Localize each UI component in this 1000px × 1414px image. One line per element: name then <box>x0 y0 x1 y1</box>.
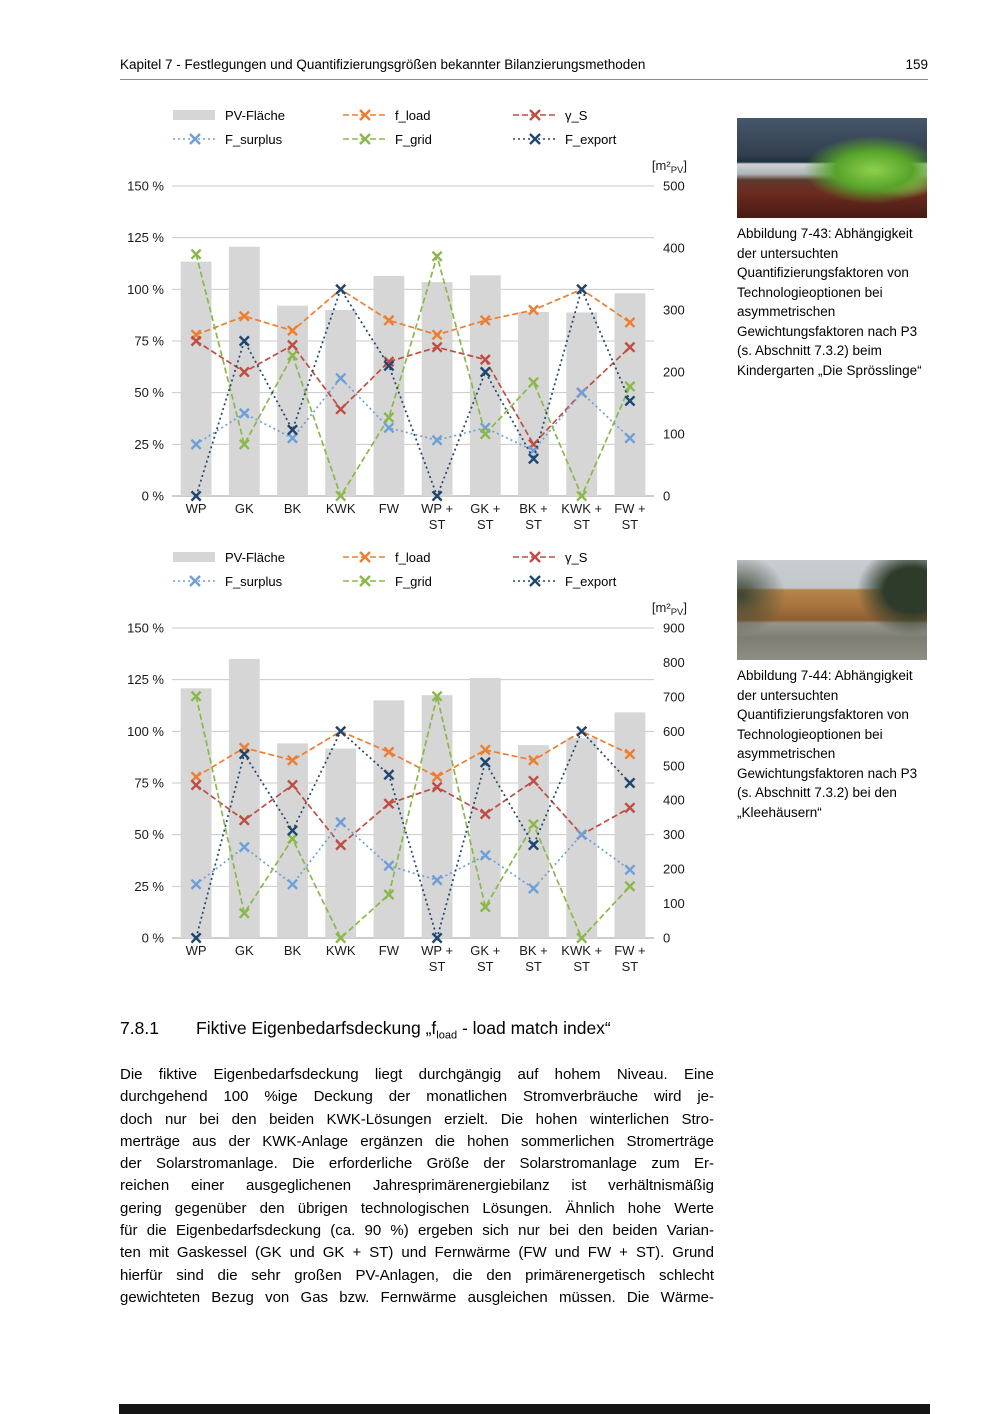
body-text-line: gewichteten Bezug von Gas bzw. Fernwärme ausgleichen müssen. Die Wärme- <box>120 1288 714 1306</box>
body-text-line: doch nur bei den beiden KWK-Lösungen erzielt. Die hohen winterlichen Stro- <box>120 1110 714 1128</box>
section-number: 7.8.1 <box>120 1018 159 1038</box>
figure-7-44-caption: Abbildung 7-44: Abhängigkeit der untersuchten Quantifizierungsfaktoren von Technologieoptionen bei asymmetrischen Gewichtungsfaktoren nach P3 (s. Abschnitt 7.3.2) bei den „Kleehäusern“ <box>737 668 918 820</box>
y-axis-left-label: 125 % <box>127 230 164 246</box>
y-axis-left-label: 100 % <box>127 723 164 739</box>
legend-item-F_surplus <box>172 128 342 150</box>
x-category-label: GK + ST <box>470 943 501 974</box>
legend-line-marker-icon <box>512 132 558 146</box>
bar-WP <box>181 688 212 938</box>
bar-GK +ST <box>470 275 501 496</box>
legend-item-F_export <box>512 128 672 150</box>
y-axis-right-label: 100 <box>663 896 685 912</box>
body-text-line: hierfür sind die sehr großen PV-Anlagen, die den primärenergetisch schlecht <box>120 1266 714 1284</box>
x-category-label: WP <box>185 501 207 516</box>
header-chapter-title: Kapitel 7 - Festlegungen und Quantifizierungsgrößen bekannter Bilanzierungsmethoden <box>120 57 646 72</box>
legend-item-PV-Fläche <box>172 104 342 126</box>
legend-line-marker-icon <box>172 574 218 588</box>
figure-7-43-photo <box>737 118 927 218</box>
section-title-subscript: load <box>436 1029 458 1042</box>
body-text-line: der Solarstromanlage. Die erforderliche Größe der Solarstromanlage zum Er- <box>120 1155 714 1173</box>
chart-legend <box>172 104 702 154</box>
y-axis-left-label: 100 % <box>127 281 164 297</box>
y-axis-right-label: 900 <box>663 620 685 636</box>
bar-BK <box>277 743 308 938</box>
legend-line-marker-icon <box>342 108 388 122</box>
y-axis-left-label: 150 % <box>127 178 164 194</box>
bar-BK <box>277 306 308 496</box>
chart-section-7-43 <box>120 104 702 546</box>
legend-item-F_surplus <box>172 570 342 592</box>
y-axis-right-label: 300 <box>663 302 685 318</box>
legend-item-F_export <box>512 570 672 592</box>
legend-label: F_surplus <box>225 573 283 589</box>
legend-bar-swatch-icon <box>172 550 218 564</box>
legend-item-PV-Fläche <box>172 546 342 568</box>
section-heading <box>120 1018 611 1042</box>
chart-section-7-44 <box>120 546 702 988</box>
legend-item-F_grid <box>342 570 512 592</box>
body-text-line: für die Eigenbedarfsdeckung (ca. 90 %) ergeben sich nur bei den beiden Varian- <box>120 1222 714 1240</box>
figure-7-43 <box>737 118 927 218</box>
y-axis-left-label: 75 % <box>134 775 164 791</box>
series-line-F_grid <box>196 254 630 496</box>
y-axis-right-label: 500 <box>663 178 685 194</box>
x-category-label: BK + ST <box>519 501 548 532</box>
bar-FW <box>373 276 404 496</box>
chart-7-43-svg <box>120 154 702 546</box>
x-category-label: FW + ST <box>614 943 646 974</box>
y-axis-right-label: 800 <box>663 654 685 670</box>
x-category-label: BK + ST <box>519 943 548 974</box>
x-category-label: FW <box>378 501 400 516</box>
body-text-line: merträge aus der KWK-Anlage ergänzen die hohen sommerlichen Stromerträge <box>120 1132 714 1150</box>
x-category-label: BK <box>283 943 302 958</box>
y-axis-left-label: 75 % <box>134 333 164 349</box>
y-axis-right-label: 700 <box>663 689 685 705</box>
bar-KWK <box>325 749 356 938</box>
chart-7-44-svg <box>120 596 702 988</box>
y-axis-left-label: 150 % <box>127 620 164 636</box>
y-axis-left-label: 50 % <box>134 827 164 843</box>
bar-FW +ST <box>614 712 645 938</box>
legend-label: PV-Fläche <box>225 107 285 123</box>
header-page-number: 159 <box>905 57 928 72</box>
legend-label: f_load <box>395 549 431 565</box>
series-line-F_surplus <box>196 822 630 888</box>
x-category-label: FW + ST <box>614 501 646 532</box>
body-text-line: reichen einer ausgeglichenen Jahresprimärenergiebilanz ist verhältnismäßig <box>120 1177 714 1195</box>
y-axis-right-label: 400 <box>663 792 685 808</box>
y-axis-left-label: 50 % <box>134 385 164 401</box>
y-axis-right-label: 600 <box>663 723 685 739</box>
y-axis-right-label: 300 <box>663 827 685 843</box>
x-category-label: GK <box>234 501 254 516</box>
x-category-label: KWK <box>325 943 356 958</box>
legend-label: F_export <box>565 131 617 147</box>
x-category-label: KWK + ST <box>561 501 603 532</box>
legend-line-marker-icon <box>512 550 558 564</box>
legend-label: F_surplus <box>225 131 283 147</box>
y-axis-left-label: 125 % <box>127 672 164 688</box>
x-category-label: GK + ST <box>470 501 501 532</box>
legend-line-marker-icon <box>342 574 388 588</box>
bar-GK <box>229 659 260 938</box>
y-axis-right-label: 200 <box>663 861 685 877</box>
right-axis-unit-label: $[m^2_{PV}]$ <box>651 158 687 176</box>
y-axis-right-label: 400 <box>663 240 685 256</box>
figure-7-44 <box>737 560 927 660</box>
x-category-label: GK <box>234 943 254 958</box>
legend-label: F_grid <box>395 131 432 147</box>
body-text-line: ten mit Gaskessel (GK und GK + ST) und Fernwärme (FW und FW + ST). Grund <box>120 1244 714 1262</box>
legend-label: γ_S <box>565 549 588 565</box>
legend-line-marker-icon <box>172 132 218 146</box>
x-category-label: WP + ST <box>421 501 454 532</box>
figure-7-44-photo <box>737 560 927 660</box>
figure-7-43-caption: Abbildung 7-43: Abhängigkeit der untersuchten Quantifizierungsfaktoren von Technologieoptionen bei asymmetrischen Gewichtungsfaktoren nach P3 (s. Abschnitt 7.3.2) beim Kindergarten „Die Sprösslinge“ <box>737 226 922 378</box>
legend-line-marker-icon <box>512 574 558 588</box>
y-axis-left-label: 0 % <box>141 488 164 504</box>
body-text-line: durchgehend 100 %ige Deckung der monatlichen Stromverbräuche wird je- <box>120 1088 714 1106</box>
body-text-line: Die fiktive Eigenbedarfsdeckung liegt durchgängig auf hohem Niveau. Eine <box>120 1066 714 1083</box>
x-category-label: BK <box>283 501 302 516</box>
legend-line-marker-icon <box>342 550 388 564</box>
section-title-pre: Fiktive Eigenbedarfsdeckung „f <box>196 1018 437 1038</box>
legend-label: F_export <box>565 573 617 589</box>
body-text-line: gering gegenüber den übrigen technologischen Lösungen. Ähnlich hohe Werte <box>120 1199 714 1217</box>
legend-item-γ_S <box>512 104 672 126</box>
bar-KWK +ST <box>566 738 597 938</box>
bar-FW <box>373 700 404 938</box>
x-category-label: FW <box>378 943 400 958</box>
y-axis-right-label: 500 <box>663 758 685 774</box>
legend-label: PV-Fläche <box>225 549 285 565</box>
chart-legend <box>172 546 702 596</box>
x-category-label: WP + ST <box>421 943 454 974</box>
series-line-γ_S <box>196 781 630 845</box>
bar-BK +ST <box>518 312 549 496</box>
marker-F_grid-WP +ST <box>433 252 442 261</box>
x-category-label: KWK + ST <box>561 943 603 974</box>
legend-line-marker-icon <box>512 108 558 122</box>
legend-item-f_load <box>342 104 512 126</box>
y-axis-right-label: 0 <box>663 488 671 504</box>
y-axis-right-label: 0 <box>663 930 671 946</box>
bottom-rule <box>119 1404 930 1414</box>
legend-item-γ_S <box>512 546 672 568</box>
y-axis-right-label: 100 <box>663 426 685 442</box>
bar-KWK <box>325 310 356 496</box>
body-paragraph <box>120 1064 714 1309</box>
y-axis-right-label: 200 <box>663 364 685 380</box>
x-category-label: WP <box>185 943 207 958</box>
x-category-label: KWK <box>325 501 356 516</box>
legend-item-f_load <box>342 546 512 568</box>
series-line-f_load <box>196 289 630 334</box>
y-axis-left-label: 25 % <box>134 436 164 452</box>
legend-line-marker-icon <box>342 132 388 146</box>
legend-label: F_grid <box>395 573 432 589</box>
legend-bar-swatch-icon <box>172 108 218 122</box>
legend-label: γ_S <box>565 107 588 123</box>
legend-item-F_grid <box>342 128 512 150</box>
page-header <box>120 57 928 80</box>
section-title <box>196 1018 611 1042</box>
bar-WP +ST <box>422 695 453 938</box>
y-axis-left-label: 0 % <box>141 930 164 946</box>
bar-WP +ST <box>422 282 453 496</box>
y-axis-left-label: 25 % <box>134 878 164 894</box>
section-title-post: - load match index“ <box>457 1018 611 1038</box>
right-axis-unit-label: $[m^2_{PV}]$ <box>651 600 687 618</box>
legend-label: f_load <box>395 107 431 123</box>
